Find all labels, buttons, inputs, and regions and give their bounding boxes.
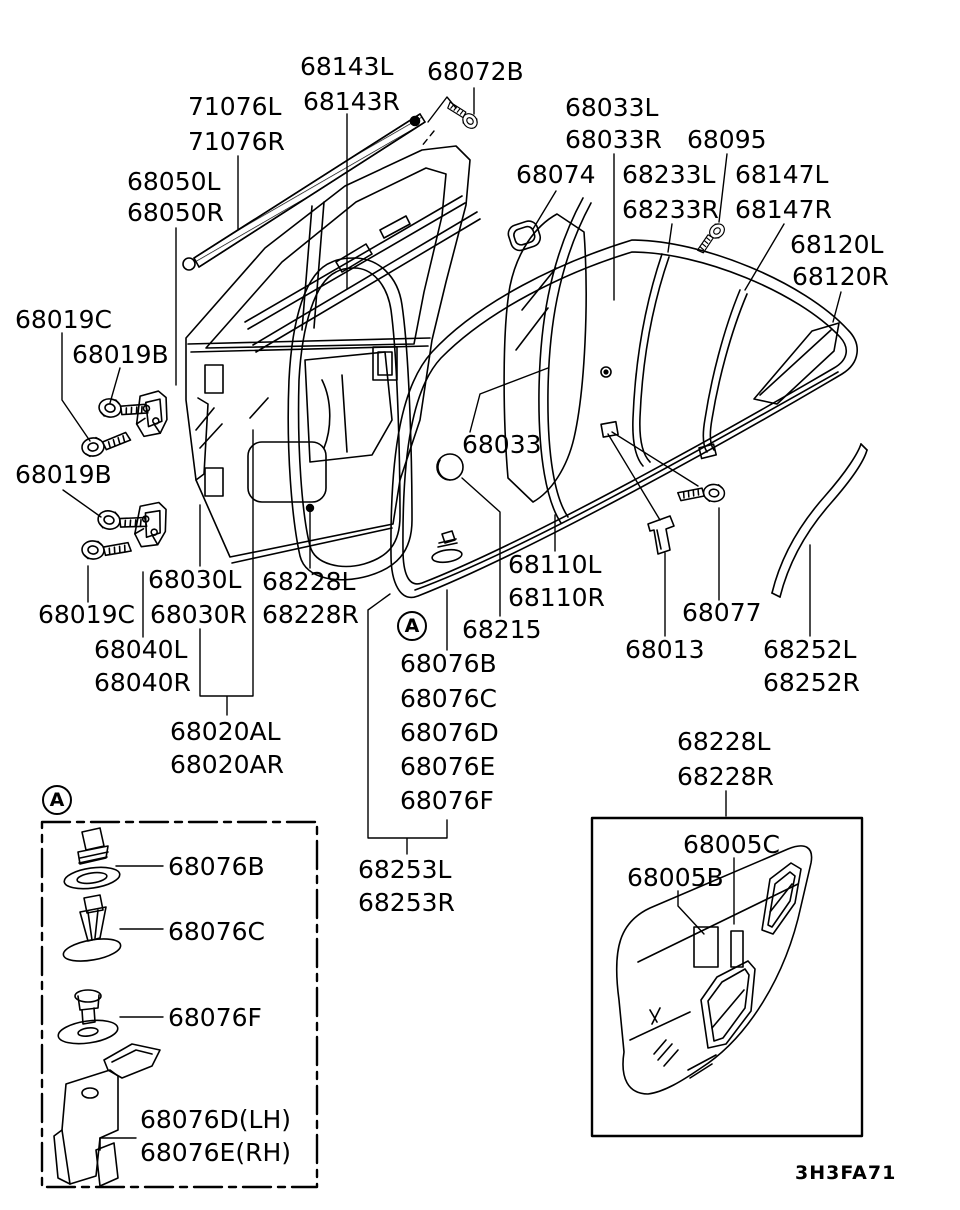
part-label-68076F-inset: 68076F [168,1003,262,1032]
part-label-68253L: 68253L [358,855,452,884]
part-label-71076R: 71076R [188,127,285,156]
screw-68019c-upper-icon [81,432,132,457]
part-label-68110R: 68110R [508,583,605,612]
diagram-code: 3H3FA71 [795,1162,897,1184]
part-label-68228L-inset: 68228L [677,727,771,756]
part-label-68143R: 68143R [303,87,400,116]
screw-68019c-lower-icon [81,538,132,563]
part-label-68110L: 68110L [508,550,602,579]
hinge-68040-lower-drawing [133,500,168,549]
part-label-68252L: 68252L [763,635,857,664]
part-label-68076C-list: 68076C [400,684,497,713]
part-label-68076B-list: 68076B [400,649,497,678]
part-label-68019B-top: 68019B [72,340,169,369]
part-label-68147R: 68147R [735,195,832,224]
part-label-71076L: 71076L [188,92,282,121]
screw-68077-icon [677,481,725,504]
part-label-68076F-list: 68076F [400,786,494,815]
door-shell-drawing [186,146,470,580]
glass-run-channel-drawing [539,198,591,523]
part-label-68228R-inset: 68228R [677,762,774,791]
screw-68019b-lower-icon [96,507,148,538]
part-label-68033L: 68033L [565,93,659,122]
part-label-68030R: 68030R [150,600,247,629]
part-label-68076C-inset: 68076C [168,917,265,946]
weatherstrip-68252-drawing [772,444,867,597]
part-label-68233L: 68233L [622,160,716,189]
screw-68095-icon [692,221,728,255]
part-label-68076E-list: 68076E [400,752,496,781]
part-label-68076D-LH: 68076D(LH) [140,1105,292,1134]
callout-a-inset: A [42,785,72,815]
part-label-68120L: 68120L [790,230,884,259]
part-label-68050L: 68050L [127,167,221,196]
part-label-68077: 68077 [682,598,762,627]
clip-68076c-inset-drawing [62,895,123,965]
callout-a-main: A [397,611,427,641]
quarter-glass-drawing [754,323,839,404]
part-label-68074: 68074 [516,160,596,189]
part-label-68005C: 68005C [683,830,780,859]
pad-68005c-drawing [731,931,743,967]
part-label-68005B: 68005B [627,863,724,892]
clip-68076b-main-drawing [431,531,462,564]
part-label-68252R: 68252R [763,668,860,697]
part-label-68013: 68013 [625,635,705,664]
door-opening-weatherstrip-ring-drawing [391,240,857,597]
part-label-68033: 68033 [462,430,542,459]
part-label-68143L: 68143L [300,52,394,81]
part-label-68233R: 68233R [622,195,719,224]
part-label-68253R: 68253R [358,888,455,917]
part-label-68030L: 68030L [148,565,242,594]
part-label-68033R: 68033R [565,125,662,154]
part-label-68050R: 68050R [127,198,224,227]
part-label-68020AR: 68020AR [170,750,285,779]
clip-68076f-inset-drawing [57,990,119,1047]
part-label-68120R: 68120R [792,262,889,291]
part-label-68215: 68215 [462,615,542,644]
clip-68076b-inset-drawing [63,828,121,892]
sash-68233-drawing [633,254,669,466]
part-label-68040R: 68040R [94,668,191,697]
plug-68215-drawing [437,454,463,480]
part-label-68019C-top: 68019C [15,305,112,334]
part-label-68076D-list: 68076D [400,718,499,747]
part-label-68095: 68095 [687,125,767,154]
part-label-68228L: 68228L [262,567,356,596]
part-label-68020AL: 68020AL [170,717,281,746]
division-bar-clamp-drawing [601,367,618,437]
part-label-68072B: 68072B [427,57,524,86]
part-label-68228R: 68228R [262,600,359,629]
part-label-68019C-mid: 68019C [38,600,135,629]
part-label-68076E-RH: 68076E(RH) [140,1138,292,1167]
part-label-68147L: 68147L [735,160,829,189]
part-label-68076B-inset: 68076B [168,852,265,881]
part-label-68019B-mid: 68019B [15,460,112,489]
part-label-68040L: 68040L [94,635,188,664]
clip-68013-drawing [648,516,674,554]
